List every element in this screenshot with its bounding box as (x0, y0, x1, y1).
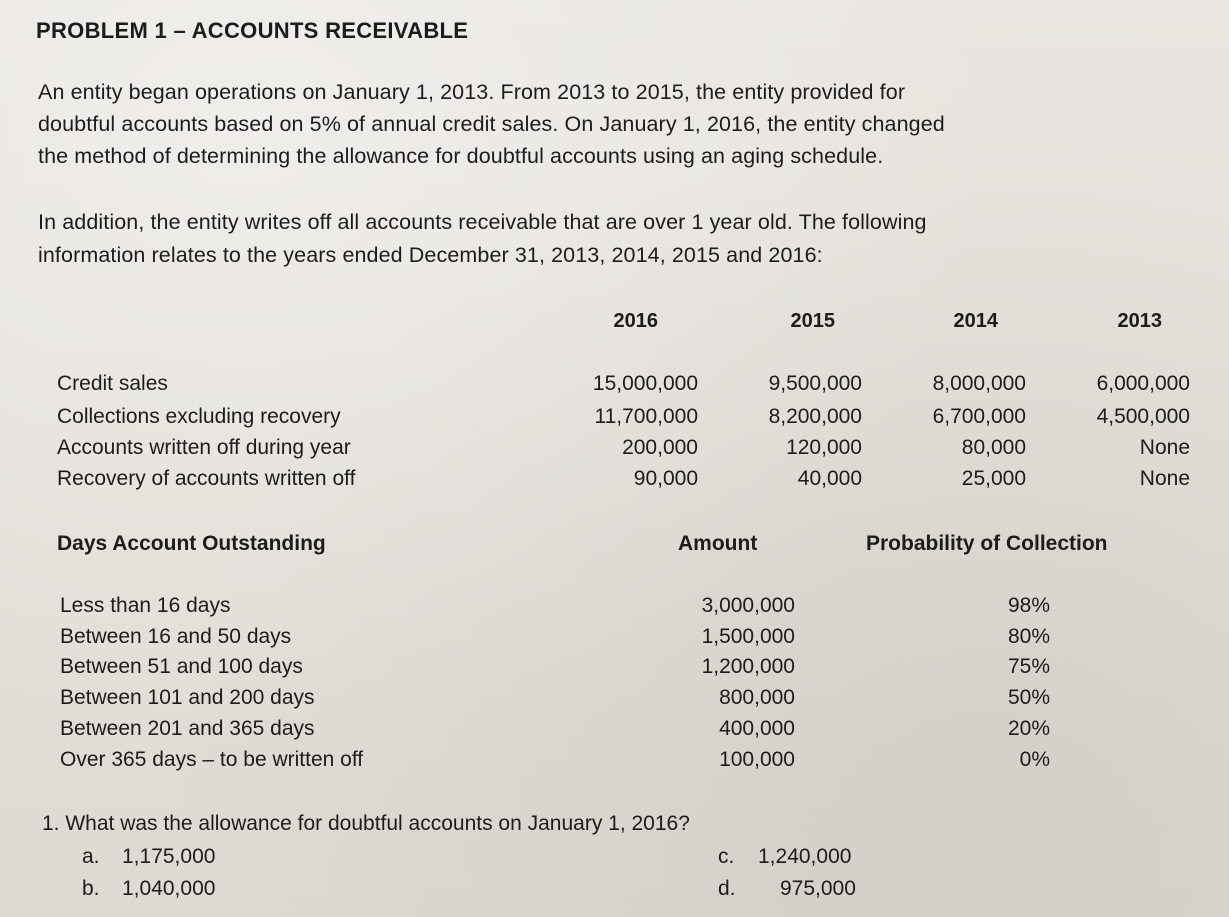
table-cell: 6,000,000 (1096, 372, 1190, 395)
row-label: Collections excluding recovery (57, 405, 341, 428)
option-letter: d. (718, 877, 736, 900)
probability-cell: 80% (1007, 625, 1050, 648)
column-header-amount: Amount (678, 532, 758, 555)
option-letter: b. (82, 877, 100, 900)
answer-option-b[interactable] (82, 877, 215, 901)
table-cell: 4,500,000 (1096, 405, 1190, 428)
days-label: Between 101 and 200 days (60, 686, 315, 709)
amount-cell: 1,200,000 (701, 655, 795, 678)
table-cell: 200,000 (622, 436, 698, 459)
question-text: 1. What was the allowance for doubtful accounts on January 1, 2016? (42, 812, 690, 835)
row-label: Credit sales (57, 372, 168, 395)
table-cell: None (1139, 467, 1190, 490)
amount-cell: 800,000 (719, 686, 795, 709)
year-header: 2014 (953, 310, 998, 332)
amount-cell: 3,000,000 (701, 594, 795, 617)
table-cell: 80,000 (961, 436, 1026, 459)
option-letter: a. (82, 845, 100, 868)
year-header: 2013 (1117, 310, 1162, 332)
answer-option-a[interactable] (82, 845, 215, 869)
paragraph-line: doubtful accounts based on 5% of annual credit sales. On January 1, 2016, the entity changed (38, 112, 945, 136)
table-cell: 40,000 (797, 467, 862, 490)
probability-cell: 50% (1007, 686, 1050, 709)
table-cell: 8,200,000 (768, 405, 862, 428)
paragraph-line: information relates to the years ended December 31, 2013, 2014, 2015 and 2016: (38, 243, 823, 267)
option-value: 1,240,000 (758, 845, 852, 868)
days-label: Less than 16 days (60, 594, 231, 617)
year-header: 2016 (613, 310, 658, 332)
table-cell: 25,000 (961, 467, 1026, 490)
answer-option-c[interactable] (718, 845, 851, 869)
paragraph-line: An entity began operations on January 1, 2013. From 2013 to 2015, the entity provided for (38, 80, 906, 104)
days-label: Between 16 and 50 days (60, 625, 292, 648)
days-label: Over 365 days – to be written off (60, 748, 364, 771)
column-header-probability: Probability of Collection (866, 532, 1108, 555)
answer-option-d[interactable] (718, 877, 856, 901)
row-label: Accounts written off during year (57, 436, 351, 459)
amount-cell: 1,500,000 (701, 625, 795, 648)
probability-cell: 0% (1019, 748, 1050, 771)
paragraph-line: the method of determining the allowance for doubtful accounts using an aging schedule. (38, 144, 884, 168)
table-cell: 120,000 (786, 436, 862, 459)
problem-title: PROBLEM 1 – ACCOUNTS RECEIVABLE (36, 18, 469, 43)
option-value: 1,040,000 (122, 877, 216, 900)
probability-cell: 75% (1007, 655, 1050, 678)
column-header-days: Days Account Outstanding (57, 532, 326, 555)
amount-cell: 400,000 (719, 717, 795, 740)
days-label: Between 51 and 100 days (60, 655, 303, 678)
year-header: 2015 (790, 310, 835, 332)
option-value: 1,175,000 (122, 845, 216, 868)
table-cell: 9,500,000 (768, 372, 862, 395)
days-label: Between 201 and 365 days (60, 717, 315, 740)
table-cell: None (1139, 436, 1190, 459)
table-cell: 8,000,000 (932, 372, 1026, 395)
table-cell: 11,700,000 (594, 405, 698, 428)
table-cell: 90,000 (633, 467, 698, 490)
table-cell: 6,700,000 (932, 405, 1026, 428)
probability-cell: 98% (1007, 594, 1050, 617)
probability-cell: 20% (1007, 717, 1050, 740)
paragraph-line: In addition, the entity writes off all accounts receivable that are over 1 year old. The following (38, 210, 927, 234)
option-letter: c. (718, 845, 735, 868)
amount-cell: 100,000 (719, 748, 795, 771)
table-cell: 15,000,000 (592, 372, 698, 395)
option-value: 975,000 (780, 877, 856, 900)
row-label: Recovery of accounts written off (57, 467, 356, 490)
